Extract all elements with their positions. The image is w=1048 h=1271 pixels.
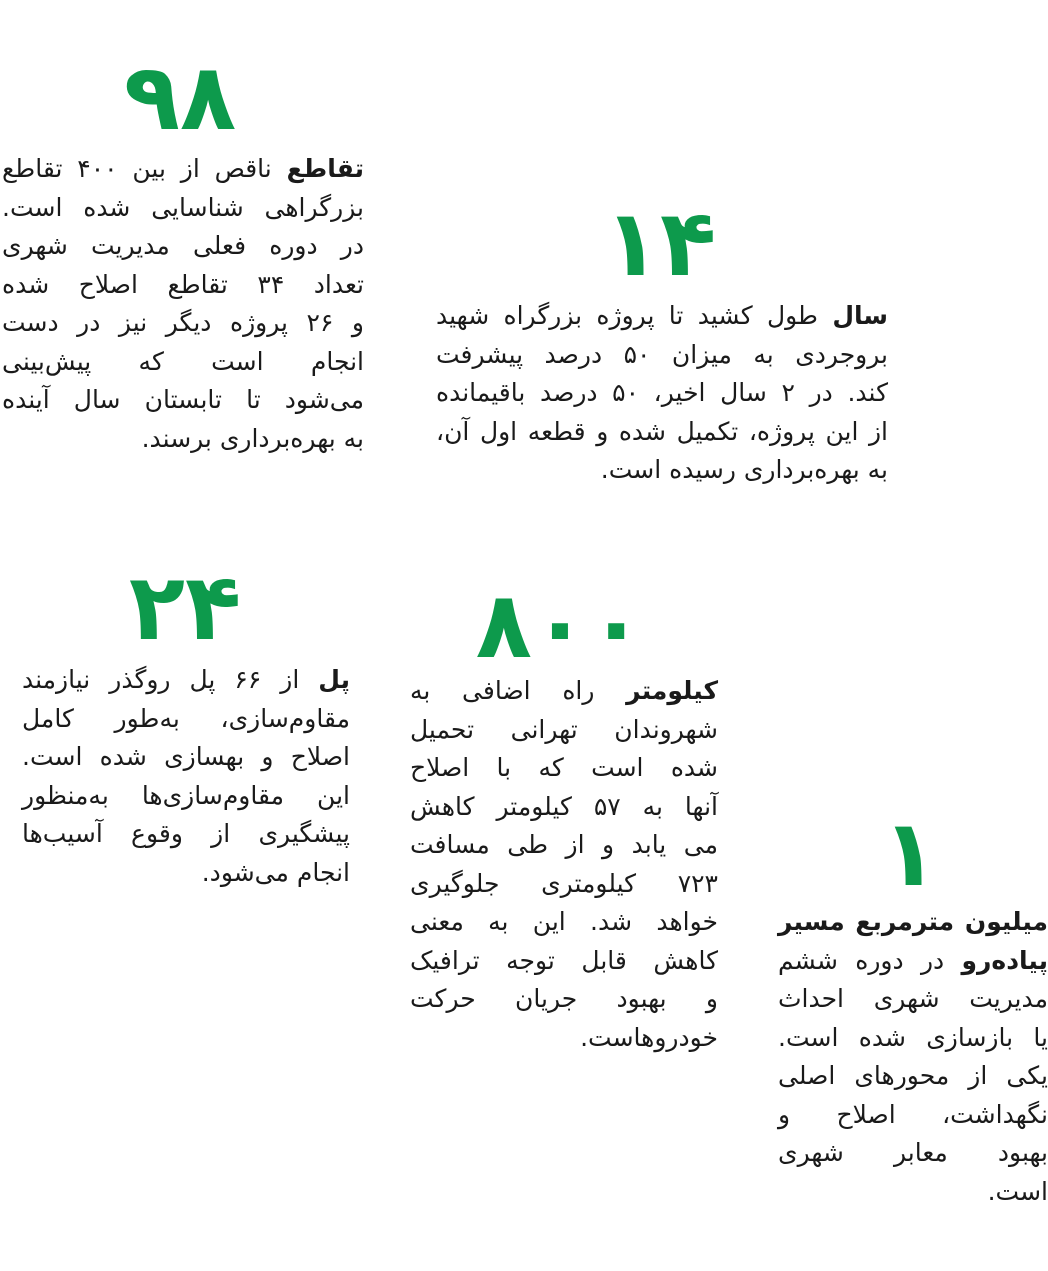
line-text: و بهبود جریان حرکت [410,984,718,1013]
text-line [2,189,364,228]
text-line [2,150,364,189]
text-line [778,942,1048,981]
text-line [410,826,718,865]
bold-lead: میلیون مترمربع مسیر [778,907,1048,936]
line-text: شده است که با اصلاح [410,753,718,782]
line-text: یا بازسازی شده است. [778,1022,1048,1052]
line-text: و ۲۶ پروژه دیگر نیز در دست [2,308,364,337]
text-line [778,980,1048,1019]
line-text: در دوره فعلی مدیریت شهری [2,231,364,260]
line-text: کاهش قابل توجه ترافیک [410,945,718,975]
text-line [22,738,350,777]
stat-text-kilometers [410,672,718,1057]
text-line [410,672,718,711]
text-line [778,1096,1048,1135]
line-text: خواهد شد. این به معنی [410,907,718,936]
text-line [22,700,350,739]
text-line [2,420,364,459]
stat-number-bridges: ۲۴ [128,554,242,661]
line-text: شهروندان تهرانی تحمیل [410,714,718,744]
text-line [2,227,364,266]
text-line [410,749,718,788]
line-text: خودروهاست. [580,1022,718,1052]
text-line [778,1057,1048,1096]
stat-text-intersections [2,150,364,458]
text-line [2,343,364,382]
line-text: بروجردی به میزان ۵۰ درصد پیشرفت [436,339,888,369]
line-text: از این پروژه، تکمیل شده و قطعه اول آن، [436,416,888,446]
line-text: مقاوم‌سازی، به‌طور کامل [22,703,350,733]
text-line [410,942,718,981]
line-text: نگهداشت، اصلاح و [778,1099,1048,1129]
line-text: بزرگراهی شناسایی شده است. [2,192,364,222]
line-text: به بهره‌برداری رسیده است. [600,455,888,484]
bold-lead: کیلومتر [626,676,718,705]
line-text: مدیریت شهری احداث [778,984,1048,1013]
text-line [778,903,1048,942]
text-line [436,374,888,413]
text-line [410,980,718,1019]
line-text: انجام است که پیش‌بینی [2,346,364,376]
line-text: آنها به ۵۷ کیلومتر کاهش [410,791,718,821]
text-line [436,451,888,490]
text-line [410,865,718,904]
line-text: طول کشید تا پروژه بزرگراه شهید [436,301,833,330]
text-line [22,777,350,816]
text-line [410,788,718,827]
stat-number-kilometers: ۸۰۰ [475,572,645,679]
line-text: این مقاوم‌سازی‌ها به‌منظور [22,780,350,810]
line-text: تعداد ۳۴ تقاطع اصلاح شده [2,269,364,299]
line-text: راه اضافی به [410,676,627,705]
line-text: ۷۲۳ کیلومتری جلوگیری [410,868,718,898]
text-line [436,336,888,375]
text-line [22,854,350,893]
bold-lead: تقاطع [286,154,364,183]
text-line [436,413,888,452]
line-text: انجام می‌شود. [201,857,350,887]
line-text: پیشگیری از وقوع آسیب‌ها [22,819,350,848]
text-line [2,381,364,420]
bold-lead: سال [832,301,888,330]
text-line [2,304,364,343]
text-line [22,815,350,854]
stat-text-sidewalk [778,903,1048,1211]
line-text: از ۶۶ پل روگذر نیازمند [22,665,319,694]
text-line [778,1134,1048,1173]
stat-number-intersections: ۹۸ [123,44,237,151]
line-text: به بهره‌برداری برسند. [141,423,364,453]
line-text: در دوره ششم [778,945,962,975]
text-line [22,661,350,700]
bold-lead: پل [318,665,350,694]
stat-number-years: ۱۴ [603,190,717,297]
stat-text-bridges [22,661,350,892]
line-text: می یابد و از طی مسافت [410,830,718,859]
line-text: می‌شود تا تابستان سال آینده [2,385,364,414]
line-text: است. [987,1176,1048,1206]
text-line [778,1019,1048,1058]
text-line [778,1173,1048,1212]
stat-number-sidewalk: ۱ [881,800,939,907]
line-text: بهبود معابر شهری [778,1138,1048,1167]
line-text: کند. در ۲ سال اخیر، ۵۰ درصد باقیمانده [436,378,888,407]
line-text: اصلاح و بهسازی شده است. [22,742,350,771]
text-line [410,903,718,942]
line-text: ناقص از بین ۴۰۰ تقاطع [2,154,287,183]
stat-text-years [436,297,888,490]
bold-lead: پیاده‌رو [961,945,1048,975]
text-line [436,297,888,336]
text-line [410,711,718,750]
line-text: یکی از محورهای اصلی [778,1061,1048,1090]
text-line [2,266,364,305]
text-line [410,1019,718,1058]
